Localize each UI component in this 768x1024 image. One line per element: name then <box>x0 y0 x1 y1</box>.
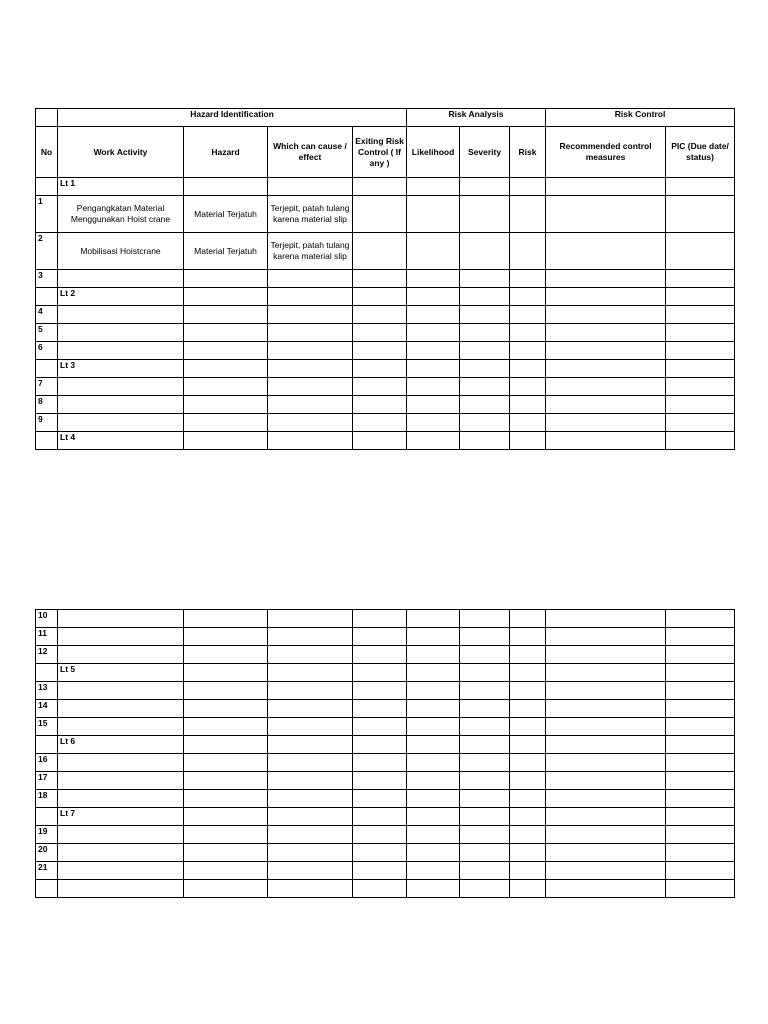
floor-label: Lt 3 <box>58 360 184 378</box>
col-header-recommended-control: Recommended control measures <box>546 127 666 178</box>
table-row <box>36 844 735 862</box>
risk-analysis-header: Risk Analysis <box>407 109 546 127</box>
col-header-no: No <box>36 127 58 178</box>
row-number: 9 <box>36 414 58 432</box>
table-row <box>36 862 735 880</box>
col-header-existing-risk-control: Exiting Risk Control ( If any ) <box>353 127 407 178</box>
group-header-row <box>36 109 735 127</box>
floor-label: Lt 1 <box>58 178 184 196</box>
floor-label <box>58 790 184 808</box>
table-row <box>36 628 735 646</box>
table-row <box>36 196 735 233</box>
table-row <box>36 178 735 196</box>
table-row <box>36 414 735 432</box>
row-number: 20 <box>36 844 58 862</box>
table-row <box>36 754 735 772</box>
table-row <box>36 270 735 288</box>
floor-label <box>58 378 184 396</box>
row-number: 15 <box>36 718 58 736</box>
floor-label <box>58 396 184 414</box>
hazard-identification-header: Hazard Identification <box>58 109 407 127</box>
table-row <box>36 288 735 306</box>
floor-label <box>58 826 184 844</box>
row-number <box>36 664 58 682</box>
row-number: 10 <box>36 610 58 628</box>
floor-label <box>58 414 184 432</box>
table-row <box>36 736 735 754</box>
floor-label: Lt 2 <box>58 288 184 306</box>
table-row <box>36 396 735 414</box>
col-header-which-can-cause: Which can cause / effect <box>268 127 353 178</box>
row-number: 4 <box>36 306 58 324</box>
row-number: 18 <box>36 790 58 808</box>
row-number: 7 <box>36 378 58 396</box>
table-row <box>36 432 735 450</box>
col-header-severity: Severity <box>460 127 510 178</box>
row-number: 8 <box>36 396 58 414</box>
floor-label <box>58 772 184 790</box>
row-number: 3 <box>36 270 58 288</box>
row-number <box>36 432 58 450</box>
floor-label <box>58 844 184 862</box>
table-row <box>36 342 735 360</box>
floor-label <box>58 306 184 324</box>
row-number: 1 <box>36 196 58 233</box>
floor-label <box>58 628 184 646</box>
floor-label: Lt 5 <box>58 664 184 682</box>
col-header-work-activity: Work Activity <box>58 127 184 178</box>
floor-label <box>58 610 184 628</box>
table-row <box>36 664 735 682</box>
col-header-hazard: Hazard <box>184 127 268 178</box>
effect-cell: Terjepit, patah tulang karena material slip <box>268 196 353 233</box>
row-number <box>36 288 58 306</box>
floor-label: Lt 6 <box>58 736 184 754</box>
table-row <box>36 880 735 898</box>
table-row <box>36 790 735 808</box>
row-number: 19 <box>36 826 58 844</box>
table-row <box>36 808 735 826</box>
work-activity-cell: Mobilisasi Hoistcrane <box>58 233 184 270</box>
row-number: 13 <box>36 682 58 700</box>
col-header-risk: Risk <box>510 127 546 178</box>
table-row <box>36 360 735 378</box>
table-row <box>36 772 735 790</box>
row-number <box>36 880 58 898</box>
floor-label <box>58 718 184 736</box>
table-row <box>36 682 735 700</box>
risk-assessment-table-2 <box>35 609 735 898</box>
table-row <box>36 646 735 664</box>
col-header-likelihood: Likelihood <box>407 127 460 178</box>
table-row <box>36 700 735 718</box>
table-row <box>36 718 735 736</box>
hazard-cell: Material Terjatuh <box>184 196 268 233</box>
row-number: 17 <box>36 772 58 790</box>
row-number <box>36 808 58 826</box>
row-number: 16 <box>36 754 58 772</box>
floor-label <box>58 862 184 880</box>
row-number: 5 <box>36 324 58 342</box>
hazard-cell: Material Terjatuh <box>184 233 268 270</box>
row-number <box>36 178 58 196</box>
row-number: 11 <box>36 628 58 646</box>
floor-label: Lt 7 <box>58 808 184 826</box>
row-number: 14 <box>36 700 58 718</box>
col-header-pic: PIC (Due date/ status) <box>666 127 735 178</box>
header-blank-cell <box>36 109 58 127</box>
table-row <box>36 306 735 324</box>
floor-label <box>58 270 184 288</box>
work-activity-cell: Pengangkatan Material Menggunakan Hoist crane <box>58 196 184 233</box>
table-row <box>36 233 735 270</box>
row-number: 6 <box>36 342 58 360</box>
floor-label <box>58 646 184 664</box>
row-number: 2 <box>36 233 58 270</box>
floor-label <box>58 700 184 718</box>
row-number: 21 <box>36 862 58 880</box>
row-number: 12 <box>36 646 58 664</box>
row-number <box>36 360 58 378</box>
floor-label <box>58 754 184 772</box>
row-number <box>36 736 58 754</box>
column-header-row <box>36 127 735 178</box>
floor-label: Lt 4 <box>58 432 184 450</box>
table-row <box>36 610 735 628</box>
table-row <box>36 826 735 844</box>
floor-label <box>58 682 184 700</box>
effect-cell: Terjepit, patah tulang karena material slip <box>268 233 353 270</box>
risk-control-header: Risk Control <box>546 109 735 127</box>
risk-assessment-table-1 <box>35 108 735 450</box>
table-row <box>36 378 735 396</box>
floor-label <box>58 324 184 342</box>
floor-label <box>58 880 184 898</box>
table-row <box>36 324 735 342</box>
floor-label <box>58 342 184 360</box>
